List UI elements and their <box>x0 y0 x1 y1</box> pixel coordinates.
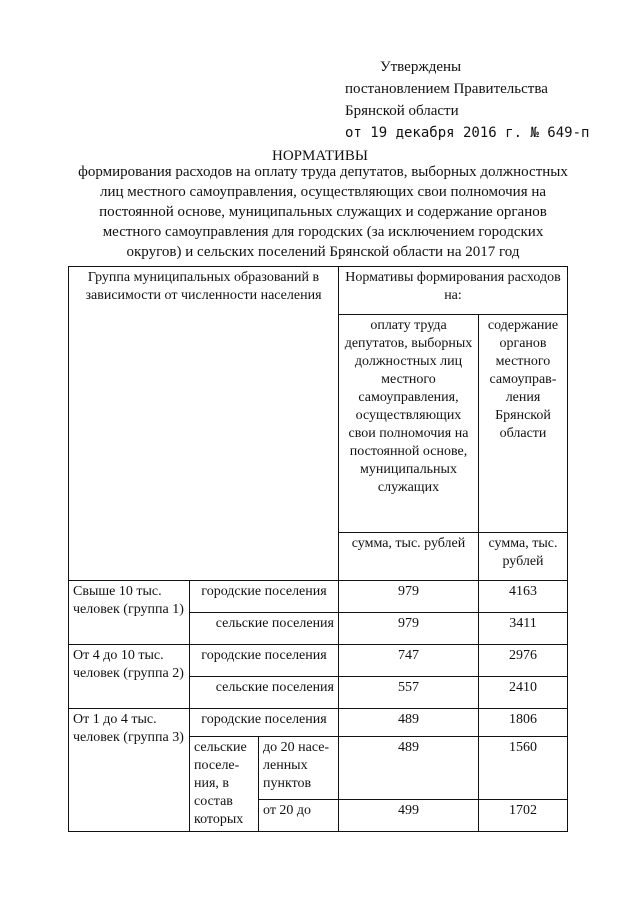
table-row <box>69 709 568 737</box>
document-title: НОРМАТИВЫ <box>272 148 368 164</box>
header-col2-cell: содержание органов местного самоуправ-ления Брянской области <box>479 315 568 533</box>
value-cell: 1806 <box>479 709 568 737</box>
value-cell: 1702 <box>479 800 568 832</box>
settlement-type: сельские поселения <box>190 677 339 709</box>
group-label: Свыше 10 тыс. человек (группа 1) <box>69 581 190 645</box>
settlement-type: городские поселения <box>190 581 339 613</box>
subgroup-label: от 20 до <box>259 800 339 832</box>
settlement-type: сельские поселения <box>190 613 339 645</box>
value-cell: 2410 <box>479 677 568 709</box>
value-cell: 4163 <box>479 581 568 613</box>
table-row <box>69 267 568 315</box>
header-col1-cell: оплату труда депутатов, выборных должностных лиц местного самоуправления, осуществляющих свои полномочия на постоянной основе, муниципальных служащих <box>339 315 479 533</box>
value-cell: 747 <box>339 645 479 677</box>
approval-line: Брянской области <box>345 103 459 119</box>
value-cell: 1560 <box>479 737 568 800</box>
value-cell: 2976 <box>479 645 568 677</box>
value-cell: 3411 <box>479 613 568 645</box>
table-row <box>69 645 568 677</box>
document-subtitle: формирования расходов на оплату труда депутатов, выборных должностных лиц местного самоуправления, осуществляющих свои полномочия на постоянной основе, муниципальных служащих и содержание органов местного самоуправления для городских (за исключением городских округов) и сельских поселений Брянской области на 2017 год <box>78 164 568 260</box>
value-cell: 979 <box>339 613 479 645</box>
group-label: От 4 до 10 тыс. человек (группа 2) <box>69 645 190 709</box>
approval-line: постановлением Правительства <box>345 81 548 97</box>
unit-col2-cell: сумма, тыс. рублей <box>479 533 568 581</box>
approval-line: Утверждены <box>380 59 462 75</box>
value-cell: 557 <box>339 677 479 709</box>
norms-table <box>68 266 568 832</box>
settlement-type: городские поселения <box>190 709 339 737</box>
approval-block <box>345 56 589 144</box>
value-cell: 979 <box>339 581 479 613</box>
value-cell: 499 <box>339 800 479 832</box>
header-norms-cell: Нормативы формирования расходов на: <box>339 267 568 315</box>
rural-settlements-label: сельские поселе-ния, в состав которых <box>190 737 259 832</box>
unit-col1-cell: сумма, тыс. рублей <box>339 533 479 581</box>
subgroup-label: до 20 насе-ленных пунктов <box>259 737 339 800</box>
header-group-cell: Группа муниципальных образований в зависимости от численности населения <box>69 267 339 581</box>
approval-date-number: от 19 декабря 2016 г. № 649-п <box>345 125 590 141</box>
value-cell: 489 <box>339 709 479 737</box>
value-cell: 489 <box>339 737 479 800</box>
group-label: От 1 до 4 тыс. человек (группа 3) <box>69 709 190 832</box>
settlement-type: городские поселения <box>190 645 339 677</box>
table-row <box>69 581 568 613</box>
